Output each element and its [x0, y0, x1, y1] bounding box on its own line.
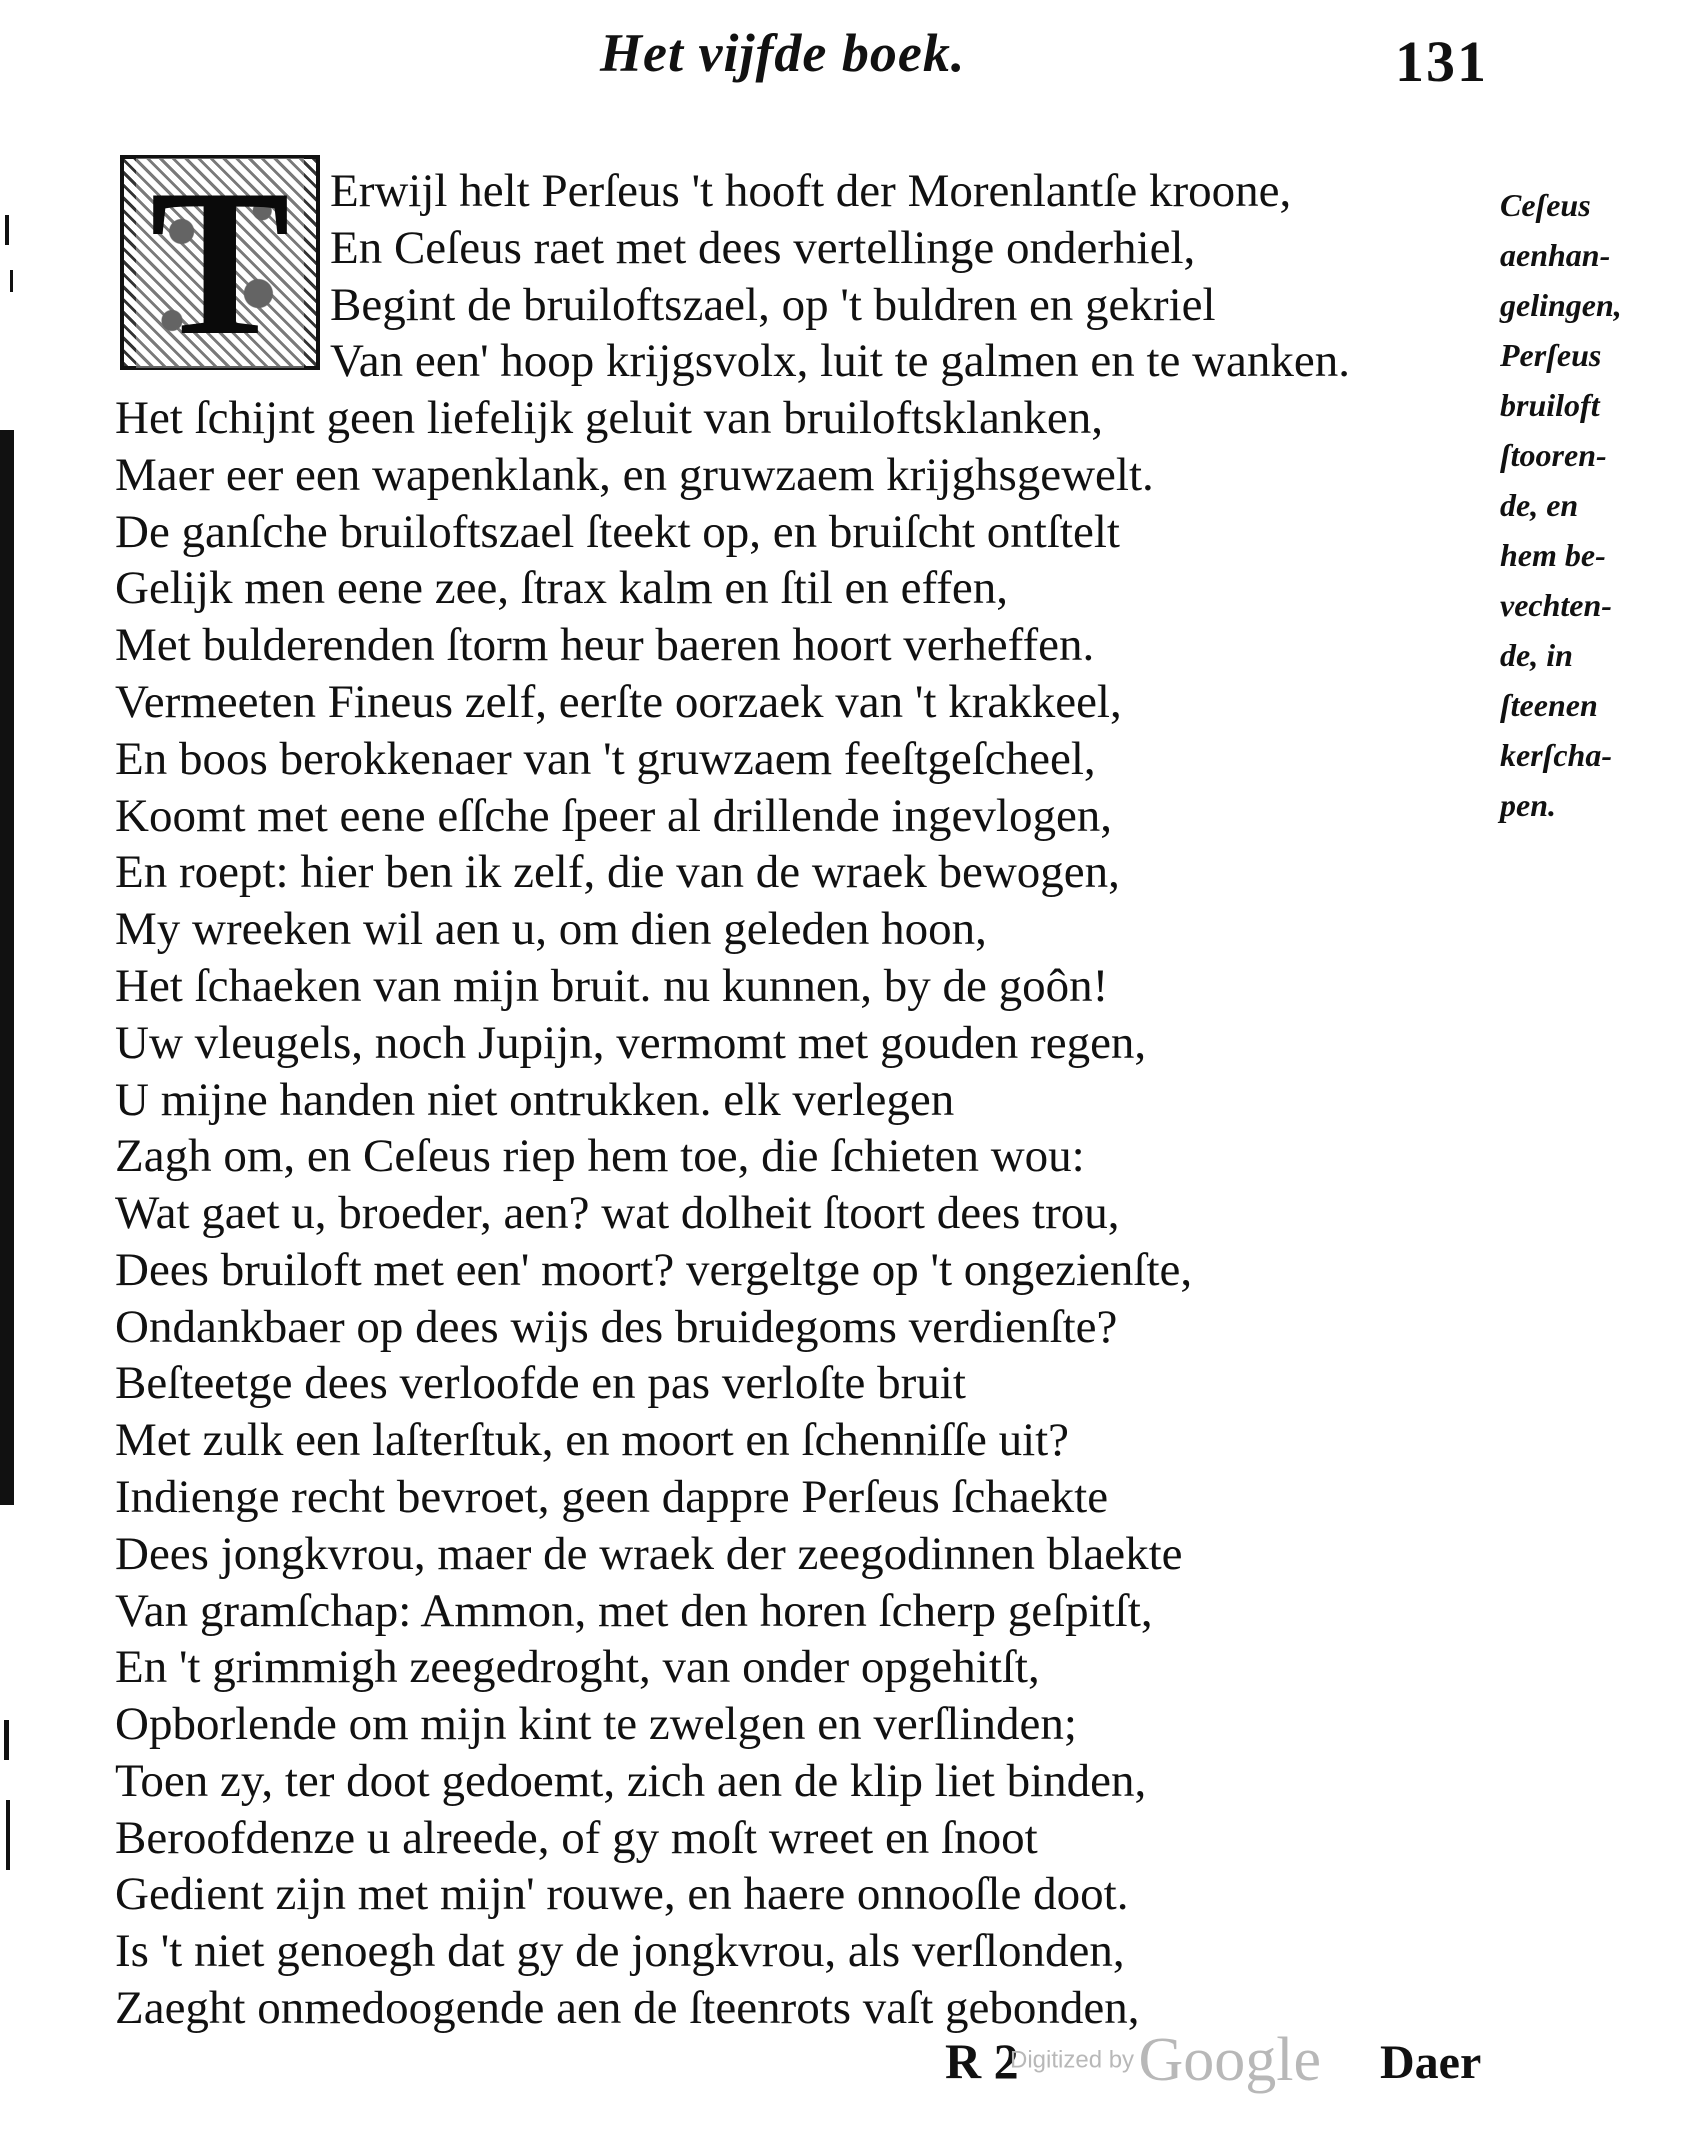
verse-line: Zagh om, en Ceſeus riep hem toe, die ſchieten wou:: [115, 1130, 1085, 1182]
marginal-note-line: de, in: [1500, 637, 1573, 673]
verse-line: Beroofdenze u alreede, of gy moſt wreet en ſnoot: [115, 1812, 1038, 1864]
verse-line: En roept: hier ben ik zelf, die van de wraek bewogen,: [115, 846, 1120, 898]
marginal-note: [1500, 180, 1660, 830]
verse-line: Dees jongkvrou, maer de wraek der zeegodinnen blaekte: [115, 1528, 1183, 1580]
verse-line: En boos berokkenaer van 't gruwzaem feeſtgeſcheel,: [115, 733, 1096, 785]
marginal-note-line: de, en: [1500, 487, 1579, 523]
scan-edge-mark: [4, 1720, 9, 1760]
verse-line: Toen zy, ter doot gedoemt, zich aen de klip liet binden,: [115, 1755, 1147, 1807]
decorated-initial: [120, 146, 320, 379]
verse-line: Begint de bruiloftszael, op 't buldren en gekriel: [330, 279, 1216, 331]
verse-line: Van een' hoop krijgsvolx, luit te galmen en te wanken.: [330, 335, 1351, 387]
verse-line: Opborlende om mijn kint te zwelgen en verſlinden;: [115, 1698, 1077, 1750]
verse-line: Wat gaet u, broeder, aen? wat dolheit ſtoort dees trou,: [115, 1187, 1120, 1239]
verse-line: Ondankbaer op dees wijs des bruidegoms verdienſte?: [115, 1301, 1118, 1353]
marginal-note-line: Ceſeus: [1500, 187, 1591, 223]
verse-line: Zaeght onmedoogende aen de ſteenrots vaſt gebonden,: [115, 1982, 1140, 2034]
verse-line: Met zulk een laſterſtuk, en moort en ſchenniſſe uit?: [115, 1414, 1070, 1466]
verse-line: Beſteetge dees verloofde en pas verloſte bruit: [115, 1357, 966, 1409]
marginal-note-line: ſteenen: [1500, 687, 1598, 723]
scan-edge-mark: [10, 270, 13, 292]
verse-line: Van gramſchap: Ammon, met den horen ſcherp geſpitſt,: [115, 1585, 1153, 1637]
verse-line: De ganſche bruiloftszael ſteekt op, en bruiſcht ontſtelt: [115, 506, 1120, 558]
verse-line: Dees bruiloft met een' moort? vergeltge op 't ongezienſte,: [115, 1244, 1193, 1296]
marginal-note-line: aenhan-: [1500, 237, 1611, 273]
verse-line: Indienge recht bevroet, geen dappre Perſeus ſchaekte: [115, 1471, 1109, 1523]
drop-cap-letter: T: [136, 158, 304, 368]
watermark-prefix: Digitized by: [1010, 2046, 1135, 2074]
verse-line: Gedient zijn met mijn' rouwe, en haere onnooſle doot.: [115, 1868, 1129, 1920]
marginal-note-line: hem be-: [1500, 537, 1606, 573]
marginal-note-line: pen.: [1500, 787, 1556, 823]
verse-line: Uw vleugels, noch Jupijn, vermomt met gouden regen,: [115, 1017, 1147, 1069]
marginal-note-line: gelingen,: [1500, 287, 1622, 323]
verse-line: Vermeeten Fineus zelf, eerſte oorzaek van 't krakkeel,: [115, 676, 1122, 728]
running-head: Het vijfde boek.: [600, 23, 966, 83]
verse-line: My wreeken wil aen u, om dien geleden hoon,: [115, 903, 987, 955]
digitized-watermark: [1010, 2025, 1321, 2096]
verse-line: Is 't niet genoegh dat gy de jongkvrou, als verſlonden,: [115, 1925, 1125, 1977]
scan-edge-mark: [5, 215, 9, 245]
verse-line: En Ceſeus raet met dees vertellinge onderhiel,: [330, 222, 1196, 274]
marginal-note-line: ſtooren-: [1500, 437, 1607, 473]
verse-line: Het ſchaeken van mijn bruit. nu kunnen, by de goôn!: [115, 960, 1109, 1012]
verse-line: Met bulderenden ſtorm heur baeren hoort verheffen.: [115, 619, 1095, 671]
verse-line: Gelijk men eene zee, ſtrax kalm en ſtil en effen,: [115, 562, 1009, 614]
verse-line: En 't grimmigh zeegedroght, van onder opgehitſt,: [115, 1641, 1040, 1693]
marginal-note-line: bruiloft: [1500, 387, 1600, 423]
catchword: Daer: [1380, 2036, 1482, 2089]
scan-edge-mark: [6, 1800, 10, 1870]
marginal-note-line: vechten-: [1500, 587, 1612, 623]
marginal-note-line: Perſeus: [1500, 337, 1602, 373]
page-number: 131: [1395, 29, 1488, 94]
verse-line: Erwijl helt Perſeus 't hooft der Morenlantſe kroone,: [330, 165, 1292, 217]
signature-mark: R 2: [945, 2033, 1019, 2089]
google-logo: Google: [1138, 2026, 1322, 2094]
verse-line: U mijne handen niet ontrukken. elk verlegen: [115, 1074, 955, 1126]
scan-edge-mark: [0, 430, 14, 1505]
marginal-note-line: kerſcha-: [1500, 737, 1612, 773]
verse-line: Maer eer een wapenklank, en gruwzaem krijghsgewelt.: [115, 449, 1154, 501]
verse-line: Koomt met eene eſſche ſpeer al drillende ingevlogen,: [115, 790, 1113, 842]
verse-line: Het ſchijnt geen liefelijk geluit van bruiloftsklanken,: [115, 392, 1104, 444]
